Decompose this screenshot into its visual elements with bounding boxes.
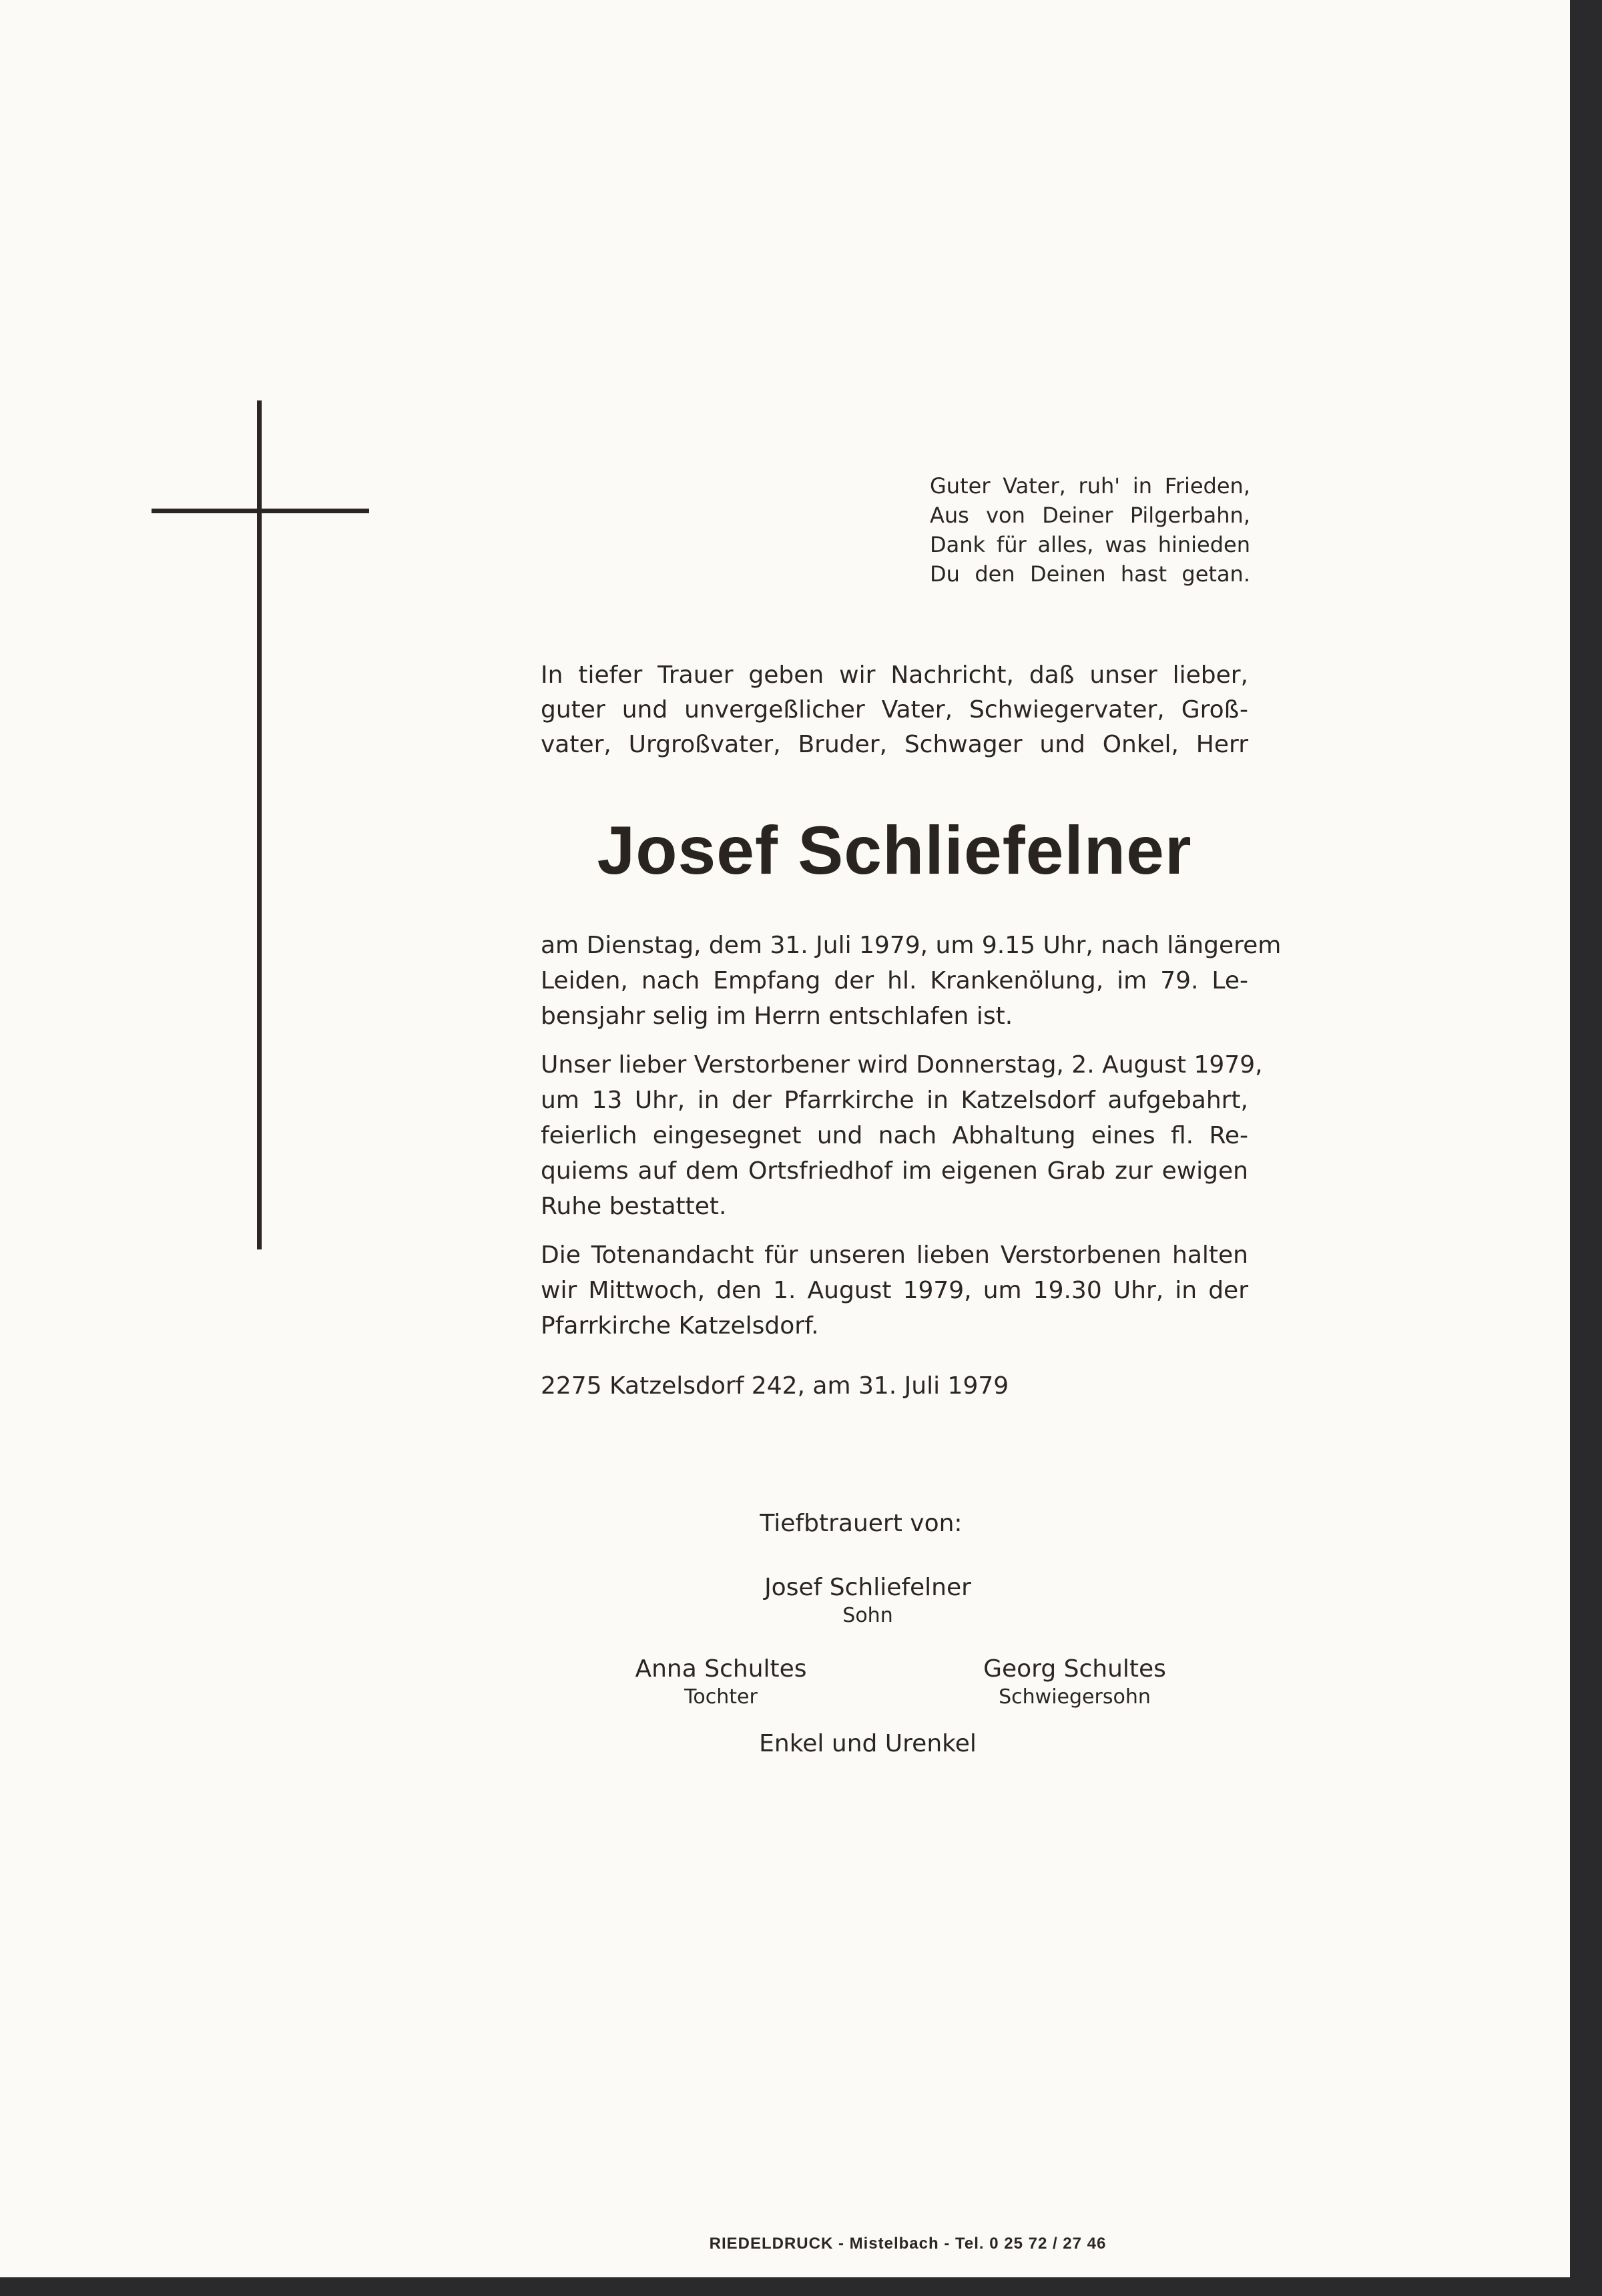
mourners-title: Tiefbtrauert von: <box>760 1510 963 1537</box>
scan-border-right <box>1570 0 1602 2296</box>
memorial-verse <box>930 471 1250 589</box>
verse-line: Du den Deinen hast getan. <box>930 561 1250 587</box>
paragraph-death <box>541 928 1282 1034</box>
paragraph-funeral <box>541 1047 1263 1224</box>
mourner-role: Tochter <box>684 1685 758 1709</box>
cross-horizontal-bar <box>152 509 369 513</box>
verse-line: Dank für alles, was hinieden <box>930 532 1250 557</box>
cross-vertical-bar <box>257 400 262 1249</box>
verse-line: Aus von Deiner Pilgerbahn, <box>930 503 1250 528</box>
announcement-body <box>541 928 1282 1357</box>
place-and-date: 2275 Katzelsdorf 242, am 31. Juli 1979 <box>541 1372 1009 1400</box>
intro-line: guter und unvergeßlicher Vater, Schwiegervater, Groß- <box>541 696 1248 724</box>
mourner-name: Josef Schliefelner <box>764 1574 971 1601</box>
paragraph-vigil <box>541 1237 1248 1344</box>
mourner-name: Anna Schultes <box>635 1655 807 1683</box>
body-line: quiems auf dem Ortsfriedhof im eigenen Grab zur ewigen <box>541 1157 1248 1185</box>
body-line: bensjahr selig im Herrn entschlafen ist. <box>541 1002 1013 1030</box>
verse-line: Guter Vater, ruh' in Frieden, <box>930 473 1250 499</box>
body-line: Pfarrkirche Katzelsdorf. <box>541 1312 819 1340</box>
body-line: Die Totenandacht für unseren lieben Verstorbenen halten <box>541 1241 1248 1269</box>
printer-imprint: RIEDELDRUCK - Mistelbach - Tel. 0 25 72 / 27 46 <box>709 2235 1107 2253</box>
mourner-role: Schwiegersohn <box>999 1685 1151 1709</box>
deceased-name: Josef Schliefelner <box>597 812 1192 888</box>
body-line: Unser lieber Verstorbener wird Donnerstag, 2. August 1979, <box>541 1051 1263 1079</box>
mourner-role: Sohn <box>842 1604 893 1627</box>
mourner-son <box>721 1572 1015 1629</box>
scan-border-bottom <box>0 2277 1602 2296</box>
mourner-son-in-law <box>908 1654 1242 1710</box>
intro-line: In tiefer Trauer geben wir Nachricht, daß unser lieber, <box>541 661 1248 689</box>
body-line: Ruhe bestattet. <box>541 1193 727 1220</box>
body-line: um 13 Uhr, in der Pfarrkirche in Katzelsdorf aufgebahrt, <box>541 1087 1248 1114</box>
body-line: wir Mittwoch, den 1. August 1979, um 19.30 Uhr, in der <box>541 1277 1248 1304</box>
mourner-name: Georg Schultes <box>983 1655 1166 1683</box>
body-line: am Dienstag, dem 31. Juli 1979, um 9.15 Uhr, nach längerem <box>541 932 1282 959</box>
mourner-grandchildren: Enkel und Urenkel <box>759 1730 977 1757</box>
body-line: feierlich eingesegnet und nach Abhaltung eines fl. Re- <box>541 1122 1248 1149</box>
announcement-intro <box>541 658 1248 762</box>
body-line: Leiden, nach Empfang der hl. Krankenölung, im 79. Le- <box>541 967 1248 994</box>
mourner-daughter <box>554 1654 888 1710</box>
intro-line: vater, Urgroßvater, Bruder, Schwager und Onkel, Herr <box>541 731 1248 758</box>
